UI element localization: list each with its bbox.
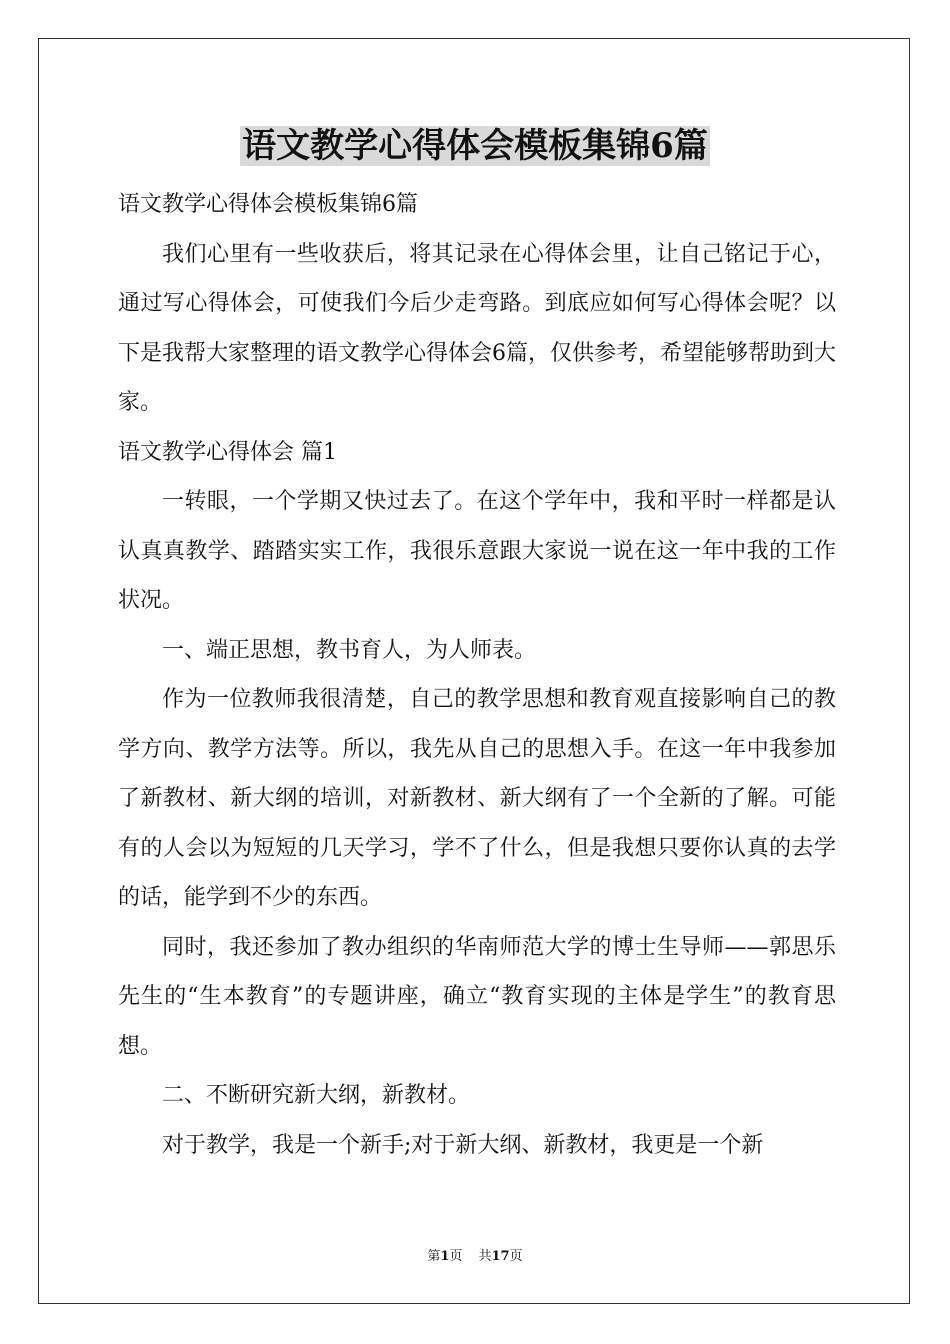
page-number <box>427 1249 462 1264</box>
document-body <box>118 180 836 1170</box>
body-paragraph: 对于教学，我是一个新手;对于新大纲、新教材，我更是一个新 <box>162 1132 764 1158</box>
point-heading: 二、不断研究新大纲，新教材。 <box>162 1083 471 1108</box>
page-prefix: 第 <box>427 1249 441 1264</box>
intro-paragraph: 我们心里有一些收获后，将其记录在心得体会里，让自己铭记于心，通过写心得体会，可使我们今后少走弯路。到底应如何写心得体会呢？以下是我帮大家整理的语文教学心得体会6篇，仅供参考，希望能够帮助到大家。 <box>118 241 836 415</box>
total-count: 17 <box>491 1249 510 1264</box>
section-heading: 语文教学心得体会 篇1 <box>118 439 337 465</box>
point-heading: 一、端正思想，教书育人，为人师表。 <box>162 637 537 663</box>
total-prefix: 共 <box>478 1249 492 1264</box>
page-suffix: 页 <box>449 1249 463 1264</box>
page-total <box>478 1249 522 1264</box>
document-title <box>0 122 950 170</box>
body-paragraph: 同时，我还参加了教办组织的华南师范大学的博士生导师——郭思乐先生的“生本教育”的专题讲座，确立“教育实现的主体是学生”的教育思想。 <box>118 934 836 1059</box>
page-footer <box>0 1248 950 1266</box>
body-paragraph: 作为一位教师我很清楚，自己的教学思想和教育观直接影响自己的教学方向、教学方法等。所以，我先从自己的思想入手。在这一年中我参加了新教材、新大纲的培训，对新教材、新大纲有了一个全新的了解。可能有的人会以为短短的几天学习，学不了什么，但是我想只要你认真的去学的话，能学到不少的东西。 <box>118 687 836 910</box>
body-paragraph: 一转眼，一个学期又快过去了。在这个学年中，我和平时一样都是认认真真教学、踏踏实实工作，我很乐意跟大家说一说在这一年中我的工作状况。 <box>118 489 836 613</box>
total-suffix: 页 <box>509 1249 523 1264</box>
page-current: 1 <box>440 1249 450 1264</box>
document-subtitle: 语文教学心得体会模板集锦6篇 <box>118 192 418 217</box>
document-title-text: 语文教学心得体会模板集锦6篇 <box>242 126 708 166</box>
